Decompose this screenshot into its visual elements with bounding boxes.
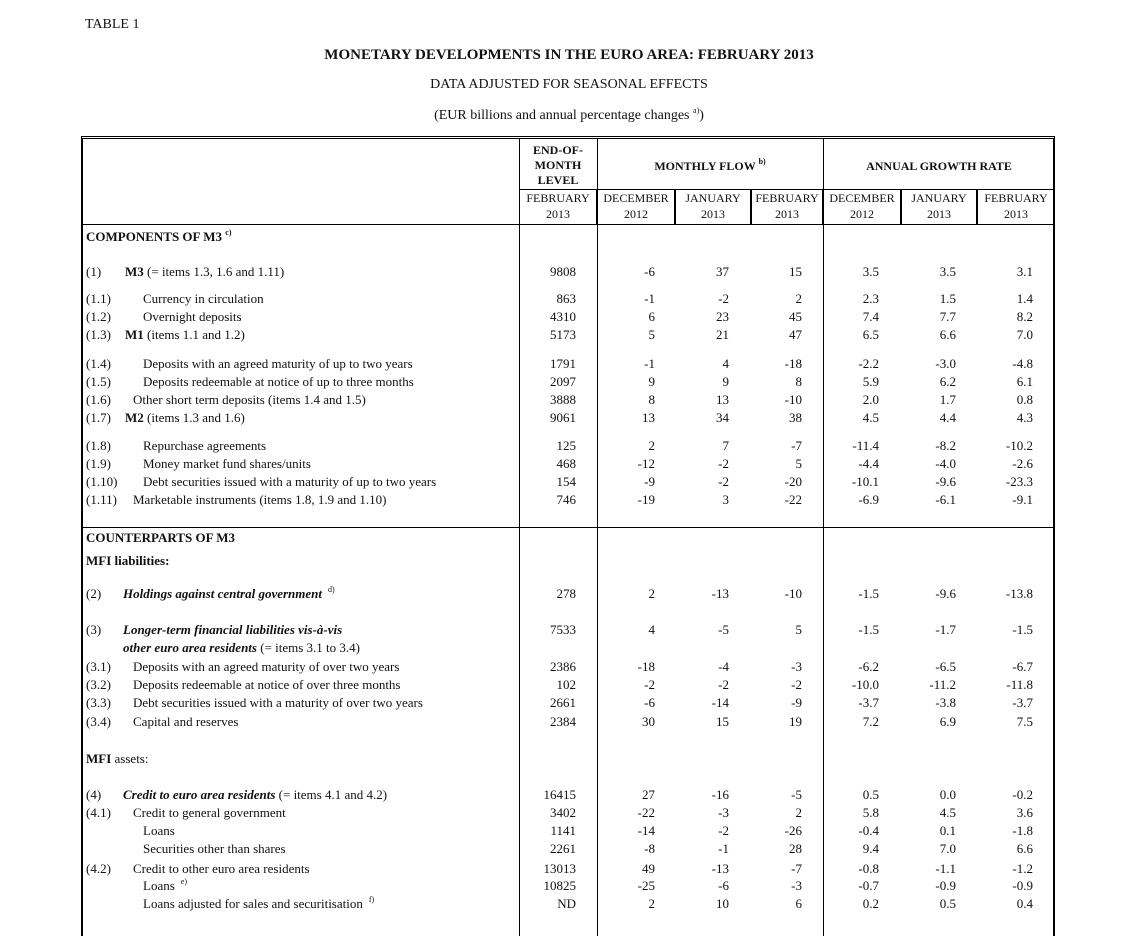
row-label: Repurchase agreements — [143, 438, 267, 453]
row-value: 9 — [648, 374, 655, 389]
row-value: -2 — [791, 677, 802, 692]
table-row — [83, 437, 1057, 455]
row-value: -4.8 — [1012, 356, 1033, 371]
row-value: -3 — [791, 878, 802, 893]
row-value: -19 — [637, 492, 655, 507]
table-row — [83, 326, 1057, 344]
row-value: 7.0 — [1016, 327, 1033, 342]
row-value: 2386 — [550, 659, 576, 674]
row-value: -22 — [784, 492, 802, 507]
table-row — [83, 473, 1057, 491]
row-label: Deposits redeemable at notice of up to three months — [143, 374, 414, 389]
monetary-table — [81, 136, 1055, 936]
row-value: 2097 — [550, 374, 576, 389]
row-value: -2 — [718, 456, 729, 471]
row-value: 5.8 — [862, 805, 879, 820]
row-value: 2384 — [550, 714, 576, 729]
row-label: M3 (= items 1.3, 1.6 and 1.11) — [125, 264, 285, 279]
row-value: -13 — [711, 861, 729, 876]
section-mfi-liabilities: MFI liabilities: — [86, 553, 170, 568]
row-value: 3.5 — [939, 264, 956, 279]
row-code: (4.2) — [86, 861, 111, 876]
row-value: -25 — [637, 878, 655, 893]
row-value: -6.2 — [858, 659, 879, 674]
row-label: Credit to euro area residents (= items 4.1 and 4.2) — [123, 787, 388, 802]
table-row — [83, 860, 1057, 878]
row-code: (1) — [86, 264, 102, 279]
row-value: -0.2 — [1012, 787, 1033, 802]
row-value: 154 — [556, 474, 576, 489]
table-row — [83, 308, 1057, 326]
subheader-february-2013: FEBRUARY 2013 — [977, 189, 1055, 225]
row-value: -10.2 — [1005, 438, 1033, 453]
row-label: Credit to other euro area residents — [133, 861, 310, 876]
subheader-december-2012: DECEMBER 2012 — [597, 189, 675, 225]
row-label: Debt securities issued with a maturity of over two years — [133, 695, 423, 710]
row-value: -6.9 — [858, 492, 879, 507]
row-value: -9 — [791, 695, 802, 710]
row-label: Overnight deposits — [143, 309, 242, 324]
row-label: Other short term deposits (items 1.4 and 1.5) — [133, 392, 366, 407]
row-value: -14 — [637, 823, 655, 838]
row-value: -18 — [784, 356, 802, 371]
subheader-january-2013: JANUARY 2013 — [675, 189, 751, 225]
row-value: 5 — [648, 327, 655, 342]
row-value: -2 — [718, 677, 729, 692]
row-value: 7.5 — [1016, 714, 1033, 729]
subheader-january-2013: JANUARY 2013 — [901, 189, 977, 225]
row-value: 3.6 — [1016, 805, 1033, 820]
row-value: -9 — [644, 474, 655, 489]
row-value: 7533 — [550, 622, 576, 637]
row-value: 4.4 — [939, 410, 956, 425]
row-value: 6.6 — [1016, 841, 1033, 856]
row-value: -6.7 — [1012, 659, 1033, 674]
row-value: -2 — [644, 677, 655, 692]
row-value: 0.5 — [939, 896, 956, 911]
row-value: -20 — [784, 474, 802, 489]
row-value: -6 — [718, 878, 729, 893]
row-value: 125 — [556, 438, 576, 453]
table-row — [83, 621, 1057, 655]
row-label: M2 (items 1.3 and 1.6) — [125, 410, 245, 425]
row-label: Deposits with an agreed maturity of over two years — [133, 659, 400, 674]
row-label: Marketable instruments (items 1.8, 1.9 and 1.10) — [133, 492, 387, 507]
row-value: -2 — [718, 823, 729, 838]
row-value: 34 — [716, 410, 729, 425]
row-label: Money market fund shares/units — [143, 456, 311, 471]
table-row — [83, 804, 1057, 822]
table-row — [83, 840, 1057, 858]
table-row — [83, 355, 1057, 373]
row-value: 9061 — [550, 410, 576, 425]
row-value: 3888 — [550, 392, 576, 407]
row-value: 47 — [789, 327, 802, 342]
row-value: 23 — [716, 309, 729, 324]
row-value: 8.2 — [1016, 309, 1033, 324]
row-value: -1 — [718, 841, 729, 856]
table-row — [83, 676, 1057, 694]
section-counterparts: COUNTERPARTS OF M3 — [86, 530, 236, 545]
table-row — [83, 290, 1057, 308]
row-value: -10 — [784, 392, 802, 407]
section-components: COMPONENTS OF M3 $^{c)}$ — [86, 228, 232, 244]
row-value: -6 — [644, 264, 655, 279]
table-row — [83, 391, 1057, 409]
row-value: 38 — [789, 410, 802, 425]
row-value: -6.1 — [935, 492, 956, 507]
row-code: (1.11) — [86, 492, 117, 507]
row-value: -6 — [644, 695, 655, 710]
row-code: (1.9) — [86, 456, 111, 471]
row-value: 5 — [795, 456, 802, 471]
header-monthly-flow: MONTHLY FLOW $^{b)}$ — [654, 157, 766, 173]
row-value: 7.4 — [862, 309, 879, 324]
table-row — [83, 694, 1057, 712]
subheader-february-2013: FEBRUARY 2013 — [751, 189, 823, 225]
row-value: -11.2 — [929, 677, 956, 692]
row-value: -4.0 — [935, 456, 956, 471]
header-level: END-OF- MONTH LEVEL — [533, 143, 583, 187]
row-value: -5 — [718, 622, 729, 637]
row-value: 8 — [648, 392, 655, 407]
row-value: 3 — [722, 492, 729, 507]
row-value: 9 — [722, 374, 729, 389]
row-value: 3.1 — [1016, 264, 1033, 279]
row-value: 10825 — [543, 878, 576, 893]
row-value: -7 — [791, 861, 802, 876]
row-code: (4.1) — [86, 805, 111, 820]
row-value: -4.4 — [858, 456, 879, 471]
row-value: -6.5 — [935, 659, 956, 674]
row-value: 0.1 — [939, 823, 956, 838]
row-value: 7.2 — [862, 714, 879, 729]
row-value: 0.8 — [1016, 392, 1033, 407]
row-value: -3.7 — [858, 695, 879, 710]
row-label: Currency in circulation — [143, 291, 264, 306]
row-value: -0.4 — [858, 823, 879, 838]
table-row — [83, 409, 1057, 427]
row-value: 5.9 — [862, 374, 879, 389]
row-code: (3.2) — [86, 677, 111, 692]
table-label: TABLE 1 — [85, 17, 140, 32]
row-label: M1 (items 1.1 and 1.2) — [125, 327, 245, 342]
row-value: 49 — [642, 861, 655, 876]
row-label: Loans $^{e)}$ — [143, 877, 187, 893]
row-code: (1.6) — [86, 392, 111, 407]
row-value: 8 — [795, 374, 802, 389]
row-label: Loans adjusted for sales and securitisation $^{f)}$ — [143, 895, 375, 911]
row-value: -26 — [784, 823, 802, 838]
row-value: 102 — [556, 677, 576, 692]
row-value: -11.4 — [852, 438, 879, 453]
units-note: (EUR billions and annual percentage changes $^{a)}$) — [434, 106, 704, 123]
row-value: ND — [557, 896, 576, 911]
table-row — [83, 713, 1057, 731]
row-code: (4) — [86, 787, 102, 802]
row-value: -1.5 — [858, 622, 879, 637]
row-value: 4.5 — [862, 410, 879, 425]
row-value: -22 — [637, 805, 655, 820]
row-value: -0.7 — [858, 878, 879, 893]
row-code: (1.10) — [86, 474, 118, 489]
row-value: 21 — [716, 327, 729, 342]
row-value: 7 — [722, 438, 729, 453]
row-value: 5 — [795, 622, 802, 637]
row-value: 1.7 — [939, 392, 956, 407]
row-value: 6.2 — [939, 374, 956, 389]
row-value: 28 — [789, 841, 802, 856]
header-annual-growth: ANNUAL GROWTH RATE — [866, 159, 1012, 173]
table-row — [83, 786, 1057, 804]
table-row — [83, 373, 1057, 391]
row-value: -0.9 — [1012, 878, 1033, 893]
table-row — [83, 822, 1057, 840]
row-value: 1.4 — [1016, 291, 1033, 306]
row-value: -0.9 — [935, 878, 956, 893]
row-value: 30 — [642, 714, 655, 729]
row-value: -1.7 — [935, 622, 956, 637]
row-value: -2.2 — [858, 356, 879, 371]
row-value: -7 — [791, 438, 802, 453]
row-code: (1.2) — [86, 309, 111, 324]
row-label: Debt securities issued with a maturity of up to two years — [143, 474, 437, 489]
row-value: -3 — [718, 805, 729, 820]
subheader-february-2013: FEBRUARY 2013 — [519, 189, 597, 225]
row-value: 6.9 — [939, 714, 956, 729]
row-value: 4 — [648, 622, 655, 637]
row-label: Longer-term financial liabilities vis-à-vis other euro area residents (= items 3.1 to 3.4) — [123, 622, 361, 655]
row-value: 2.3 — [862, 291, 879, 306]
row-value: -4 — [718, 659, 729, 674]
row-value: 6.1 — [1016, 374, 1033, 389]
table-row — [83, 263, 1057, 281]
row-code: (1.1) — [86, 291, 111, 306]
row-value: 45 — [789, 309, 802, 324]
table-row — [83, 491, 1057, 509]
footnote-a: a) — [693, 106, 700, 115]
table-row — [83, 585, 1057, 603]
row-value: -13.8 — [1005, 586, 1033, 601]
row-label: Securities other than shares — [143, 841, 286, 856]
row-value: 3402 — [550, 805, 576, 820]
row-label: Holdings against central government $^{d)}$ — [123, 585, 335, 601]
row-value: -9.6 — [935, 474, 956, 489]
row-value: -3.0 — [935, 356, 956, 371]
row-value: -1.1 — [935, 861, 956, 876]
row-value: -3.8 — [935, 695, 956, 710]
row-value: 4 — [722, 356, 729, 371]
row-value: -12 — [637, 456, 655, 471]
row-code: (1.3) — [86, 327, 111, 342]
row-value: 3.5 — [862, 264, 879, 279]
row-value: 1141 — [550, 823, 576, 838]
row-value: -1 — [644, 356, 655, 371]
row-value: -2 — [718, 291, 729, 306]
row-value: -9.6 — [935, 586, 956, 601]
row-value: 13 — [716, 392, 729, 407]
row-value: -10.1 — [851, 474, 879, 489]
row-value: -23.3 — [1005, 474, 1033, 489]
row-value: 6 — [648, 309, 655, 324]
row-value: -16 — [711, 787, 729, 802]
table-row — [83, 658, 1057, 676]
row-value: 6.6 — [939, 327, 956, 342]
row-value: 1.5 — [939, 291, 956, 306]
row-value: 2261 — [550, 841, 576, 856]
row-value: -9.1 — [1012, 492, 1033, 507]
row-value: -8.2 — [935, 438, 956, 453]
row-value: 13 — [642, 410, 655, 425]
row-code: (1.5) — [86, 374, 111, 389]
row-value: 0.4 — [1016, 896, 1033, 911]
row-value: -3.7 — [1012, 695, 1033, 710]
row-value: 2 — [648, 438, 655, 453]
row-value: -1.8 — [1012, 823, 1033, 838]
row-value: 4.5 — [939, 805, 956, 820]
row-value: 4310 — [550, 309, 576, 324]
row-value: -3 — [791, 659, 802, 674]
row-code: (3.4) — [86, 714, 111, 729]
table-row — [83, 455, 1057, 473]
row-value: 37 — [716, 264, 729, 279]
row-value: 13013 — [543, 861, 576, 876]
row-code: (2) — [86, 586, 102, 601]
row-code: (3.1) — [86, 659, 111, 674]
row-value: 2 — [648, 586, 655, 601]
table-row — [83, 895, 1057, 913]
page-title: MONETARY DEVELOPMENTS IN THE EURO AREA: FEBRUARY 2013 — [324, 47, 814, 63]
row-value: -2.6 — [1012, 456, 1033, 471]
row-value: 2.0 — [862, 392, 879, 407]
subheader-december-2012: DECEMBER 2012 — [823, 189, 901, 225]
row-value: 4.3 — [1016, 410, 1033, 425]
row-label: Loans — [143, 823, 175, 838]
row-label: Deposits with an agreed maturity of up to two years — [143, 356, 413, 371]
row-value: 0.2 — [862, 896, 879, 911]
row-value: 0.5 — [862, 787, 879, 802]
row-value: 7.7 — [939, 309, 956, 324]
row-value: -11.8 — [1006, 677, 1033, 692]
row-code: (1.8) — [86, 438, 111, 453]
row-value: 2 — [795, 291, 802, 306]
row-value: 10 — [716, 896, 729, 911]
row-value: -10.0 — [851, 677, 879, 692]
row-value: -14 — [711, 695, 729, 710]
row-value: -1 — [644, 291, 655, 306]
row-value: 5173 — [550, 327, 576, 342]
page-subtitle: DATA ADJUSTED FOR SEASONAL EFFECTS — [430, 77, 708, 92]
row-value: 863 — [556, 291, 576, 306]
section-mfi-assets: MFI assets: — [86, 751, 149, 766]
table-row — [83, 877, 1057, 895]
row-value: -1.2 — [1012, 861, 1033, 876]
row-code: (1.7) — [86, 410, 111, 425]
section-divider — [83, 527, 1053, 528]
row-value: 0.0 — [939, 787, 956, 802]
row-value: 7.0 — [939, 841, 956, 856]
row-value: -1.5 — [858, 586, 879, 601]
row-value: 9808 — [550, 264, 576, 279]
row-value: 6.5 — [862, 327, 879, 342]
row-value: -13 — [711, 586, 729, 601]
row-value: -8 — [644, 841, 655, 856]
row-value: 2 — [648, 896, 655, 911]
row-value: 2 — [795, 805, 802, 820]
row-value: 19 — [789, 714, 802, 729]
row-value: 16415 — [543, 787, 576, 802]
row-label: Deposits redeemable at notice of over three months — [133, 677, 401, 692]
row-value: -0.8 — [858, 861, 879, 876]
row-value: 9.4 — [862, 841, 879, 856]
row-value: 2661 — [550, 695, 576, 710]
row-code: (3) — [86, 622, 102, 637]
row-label: Credit to general government — [133, 805, 286, 820]
row-label: Capital and reserves — [133, 714, 239, 729]
row-value: -5 — [791, 787, 802, 802]
row-value: 15 — [716, 714, 729, 729]
row-code: (3.3) — [86, 695, 111, 710]
row-value: 27 — [642, 787, 655, 802]
row-value: 746 — [556, 492, 576, 507]
row-value: 1791 — [550, 356, 576, 371]
row-code: (1.4) — [86, 356, 111, 371]
row-value: 468 — [556, 456, 576, 471]
row-value: -18 — [637, 659, 655, 674]
row-value: -2 — [718, 474, 729, 489]
row-value: 278 — [556, 586, 576, 601]
row-value: -1.5 — [1012, 622, 1033, 637]
row-value: 6 — [795, 896, 802, 911]
row-value: 15 — [789, 264, 802, 279]
row-value: -10 — [784, 586, 802, 601]
